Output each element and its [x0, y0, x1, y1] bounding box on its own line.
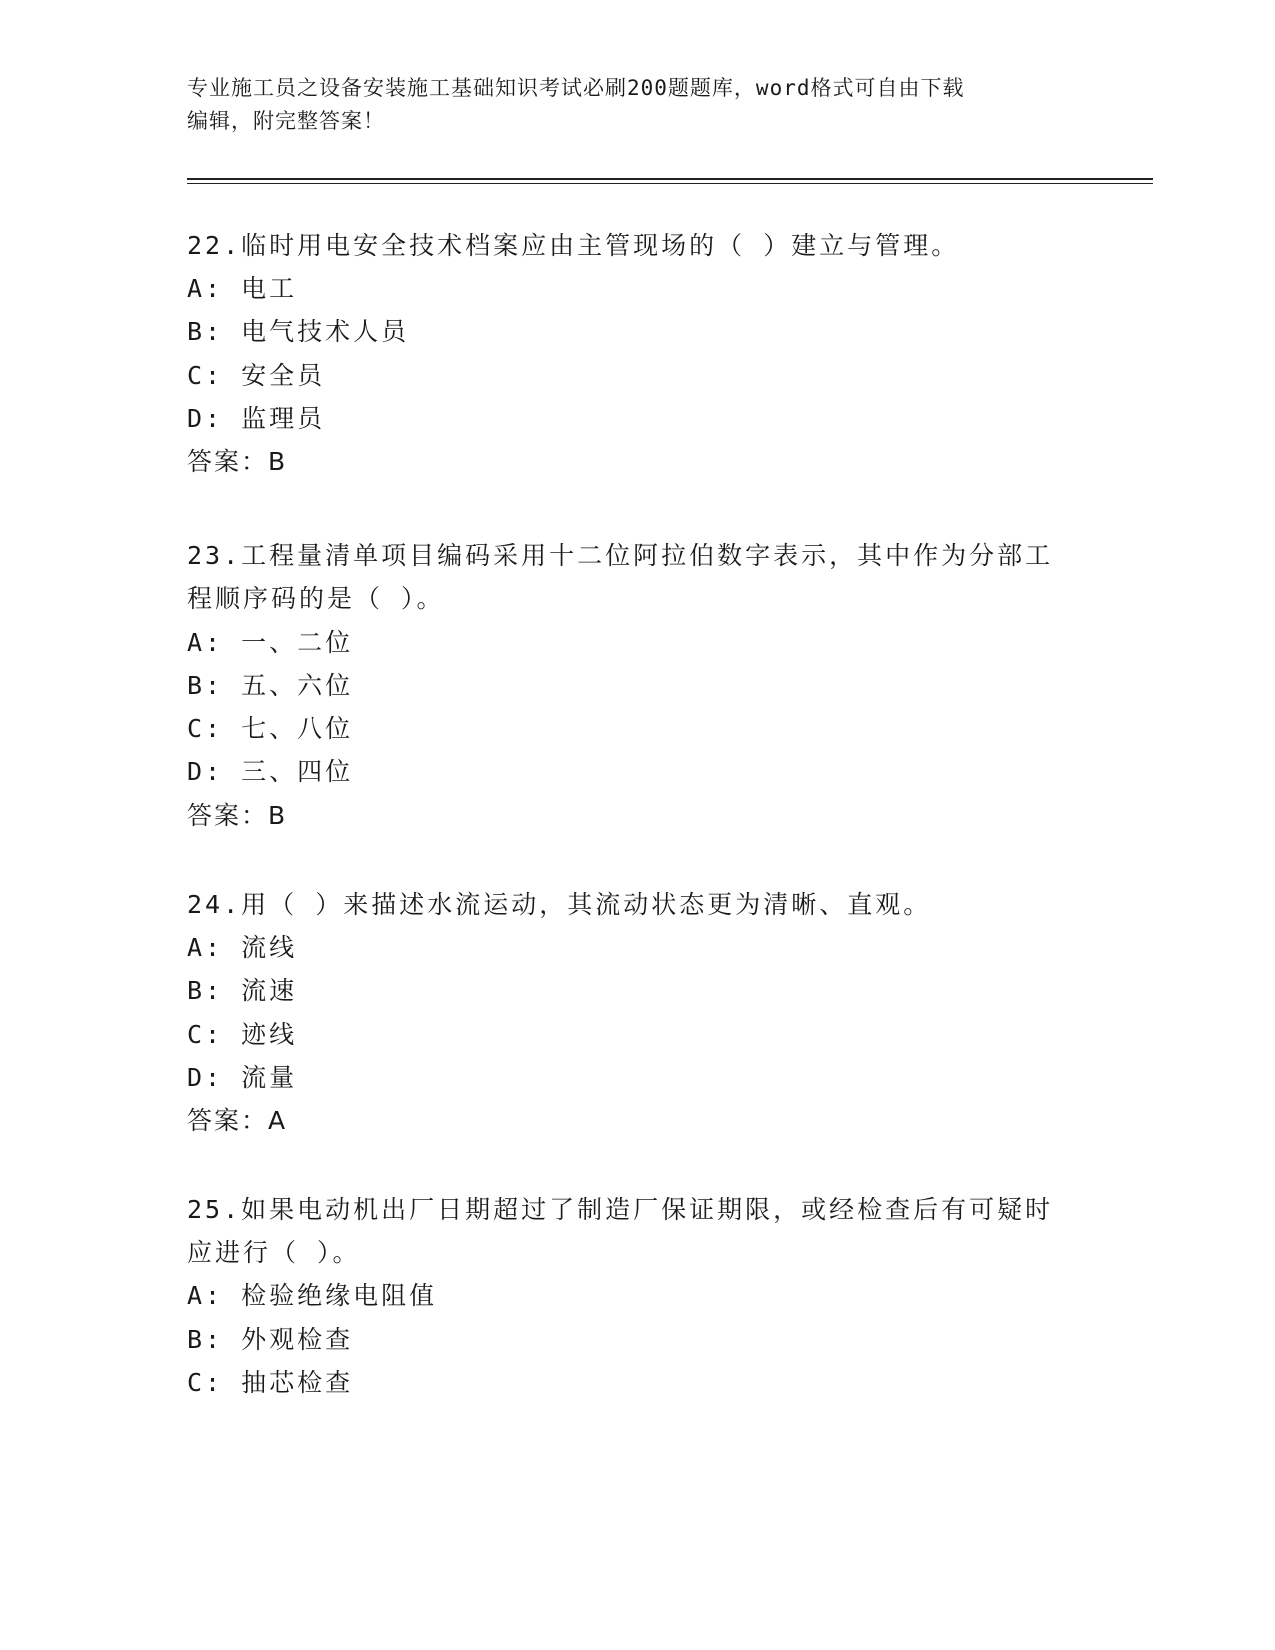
question-23-option-d: D: 三、四位	[187, 757, 354, 786]
question-25-stem-line-2: 应进行（ ）。	[187, 1238, 361, 1267]
question-22-option-a: A: 电工	[187, 274, 298, 303]
question-25-option-a: A: 检验绝缘电阻值	[187, 1281, 438, 1310]
question-23-option-c: C: 七、八位	[187, 714, 354, 743]
question-24-option-d: D: 流量	[187, 1063, 298, 1092]
question-22-answer: 答案：B	[187, 447, 288, 476]
question-22-stem: 22.临时用电安全技术档案应由主管现场的（ ）建立与管理。	[187, 231, 960, 260]
question-23-option-a: A: 一、二位	[187, 628, 354, 657]
question-22-option-b: B: 电气技术人员	[187, 317, 410, 346]
question-23-stem-line-2: 程顺序码的是（ ）。	[187, 584, 445, 613]
question-24-option-a: A: 流线	[187, 933, 298, 962]
header-divider-thick	[187, 178, 1153, 180]
header-line-1: 专业施工员之设备安装施工基础知识考试必刷200题题库，word格式可自由下载	[187, 76, 965, 100]
question-22-option-d: D: 监理员	[187, 404, 326, 433]
question-22-option-c: C: 安全员	[187, 361, 326, 390]
question-25-stem-line-1: 25.如果电动机出厂日期超过了制造厂保证期限，或经检查后有可疑时	[187, 1195, 1054, 1224]
question-24-option-b: B: 流速	[187, 976, 298, 1005]
header-divider-thin	[187, 183, 1153, 184]
document-header	[187, 72, 1067, 138]
question-24-option-c: C: 迹线	[187, 1020, 298, 1049]
question-24-answer: 答案：A	[187, 1106, 288, 1135]
question-24-stem: 24.用（ ）来描述水流运动，其流动状态更为清晰、直观。	[187, 890, 932, 919]
question-23-option-b: B: 五、六位	[187, 671, 354, 700]
header-line-2: 编辑，附完整答案！	[187, 109, 385, 133]
question-23-stem-line-1: 23.工程量清单项目编码采用十二位阿拉伯数字表示，其中作为分部工	[187, 541, 1054, 570]
question-25-option-c: C: 抽芯检查	[187, 1368, 354, 1397]
question-23-answer: 答案：B	[187, 801, 288, 830]
question-25-option-b: B: 外观检查	[187, 1325, 354, 1354]
